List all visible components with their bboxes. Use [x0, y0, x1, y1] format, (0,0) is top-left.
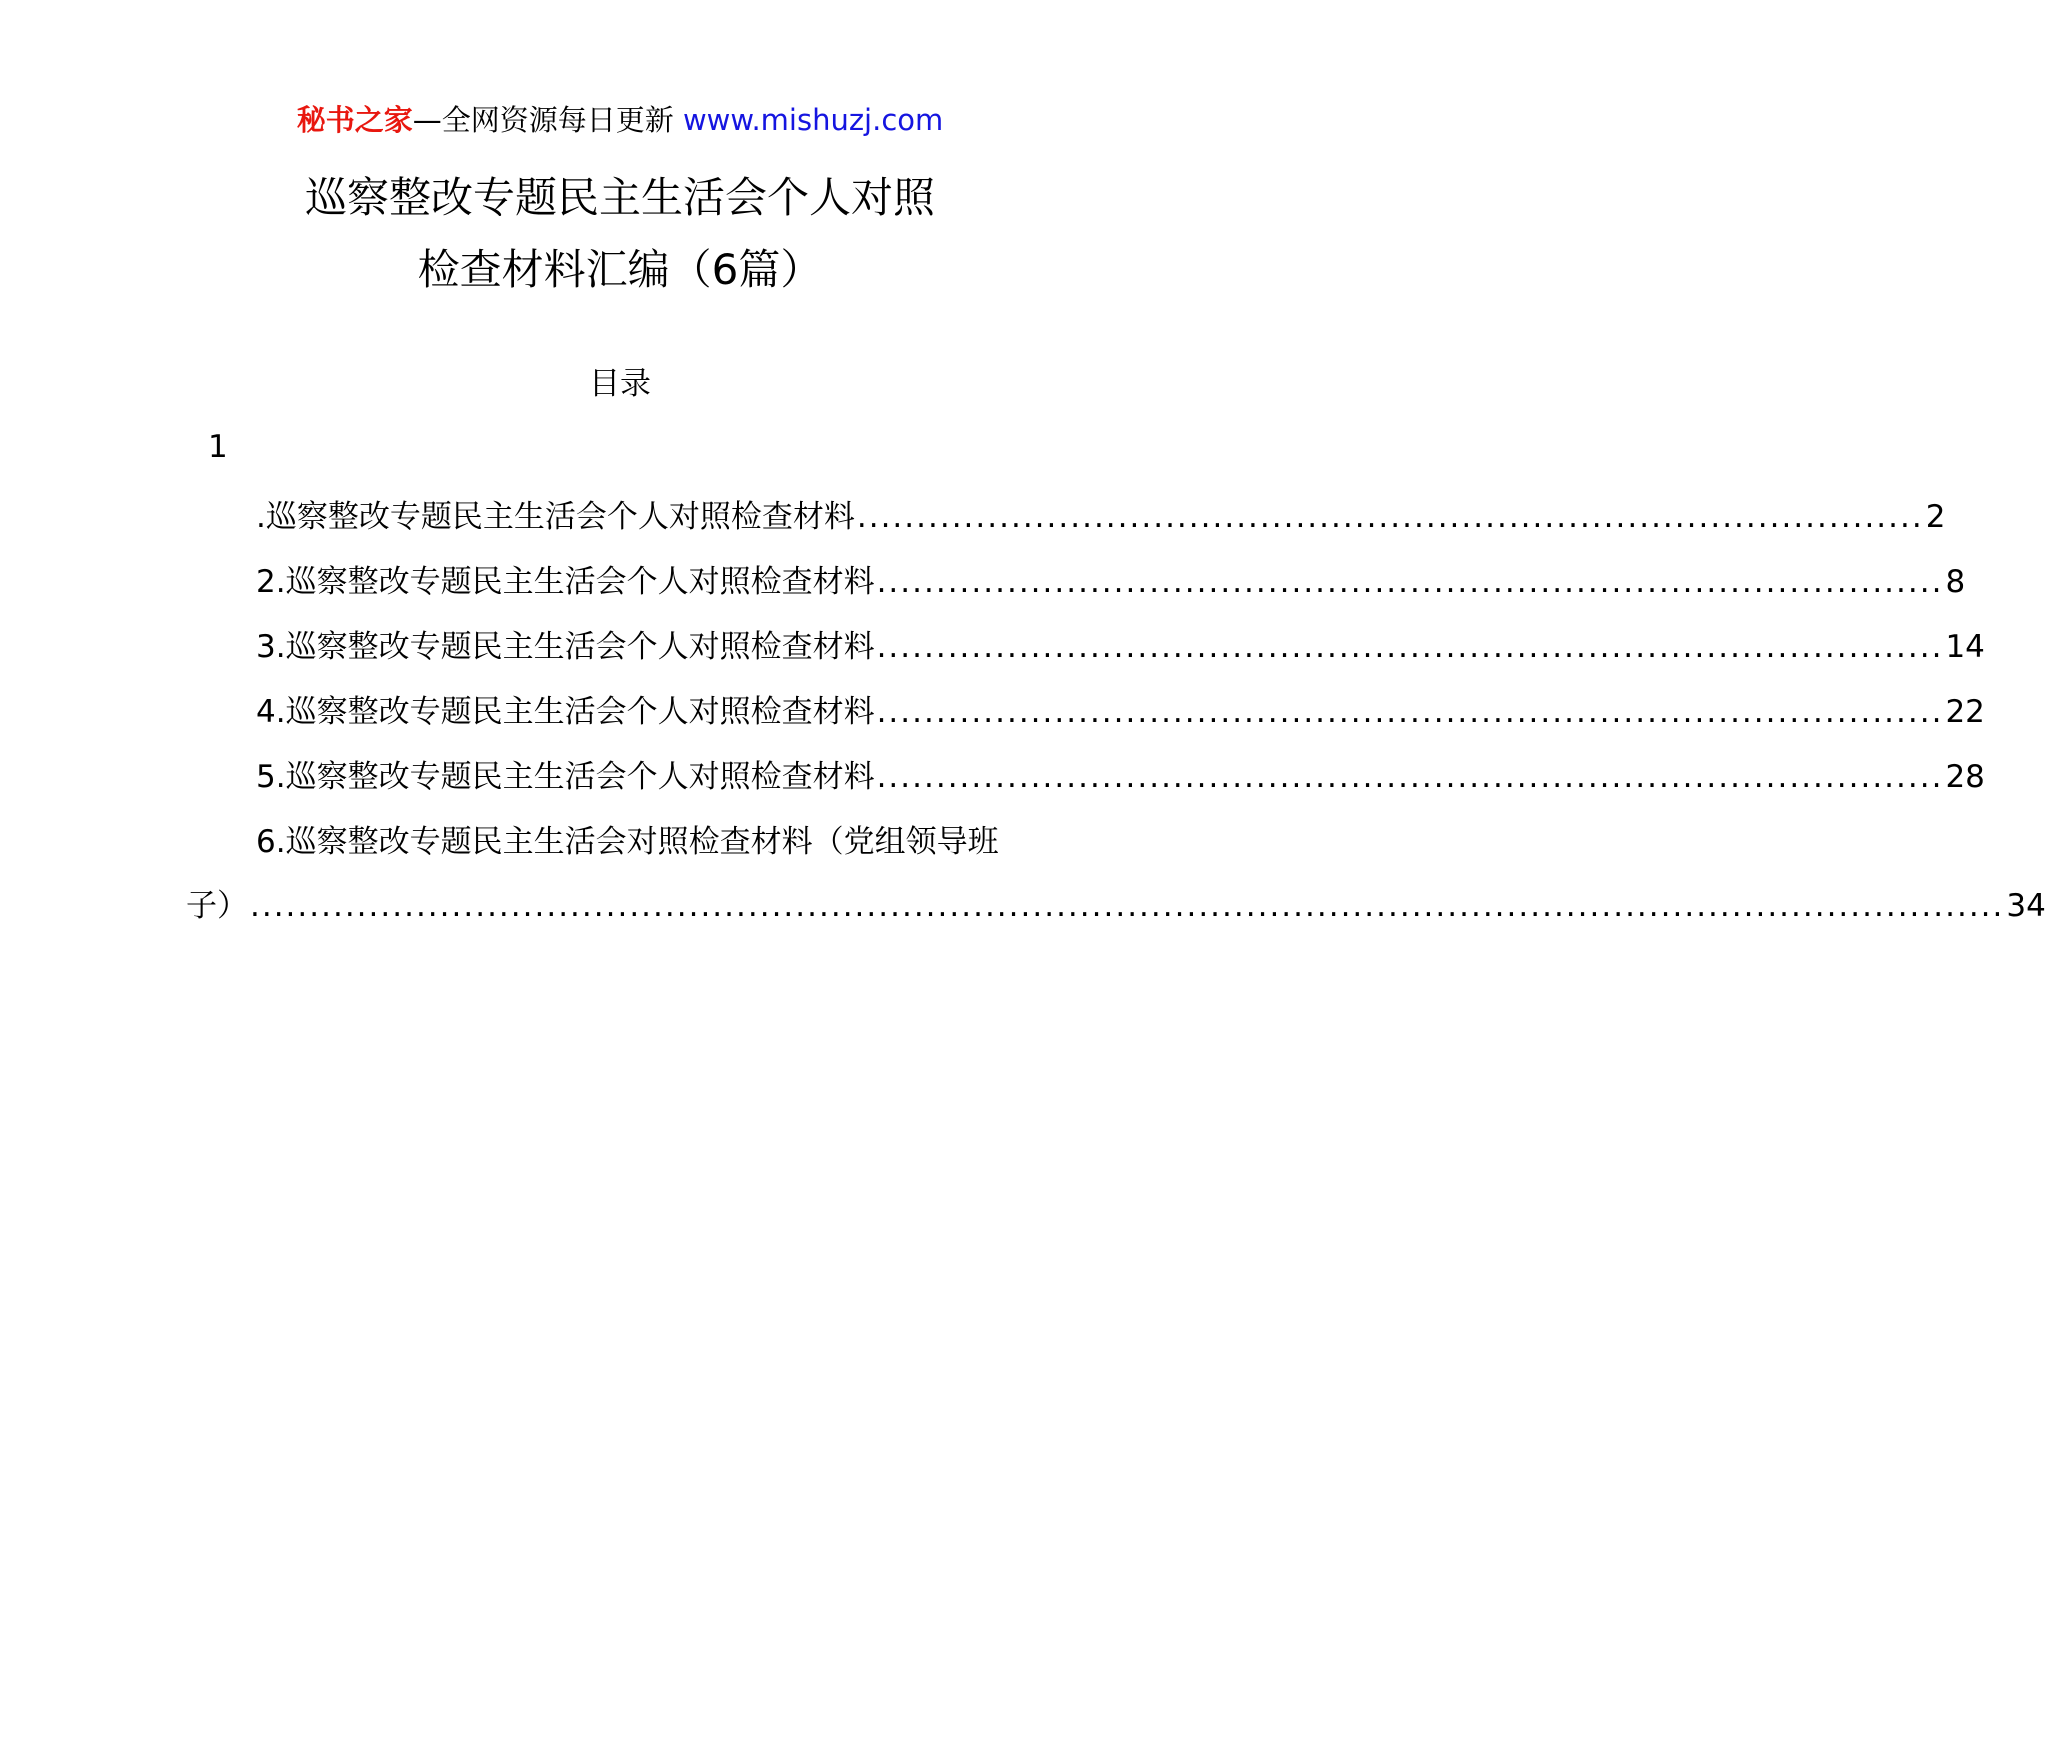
toc-entry-page: 2	[1925, 499, 1946, 535]
toc-entry-text: 5.巡察整改专题民主生活会个人对照检查材料	[256, 759, 875, 795]
toc-heading: 目录	[589, 366, 651, 402]
brand-name: 秘书之家	[296, 103, 413, 137]
toc-dot-leader: ..........................................................................................	[876, 629, 1944, 665]
toc-entry-text: .巡察整改专题民主生活会个人对照检查材料	[256, 499, 855, 535]
toc-entry-5[interactable]	[256, 755, 1985, 799]
toc-dot-leader: ..........................................................................................	[876, 564, 1944, 600]
toc-dot-leader: ..........................................................................................	[876, 694, 1944, 730]
toc-entry-page: 14	[1945, 629, 1985, 665]
toc-entry-second-line	[186, 884, 2046, 928]
document-title-line-1: 巡察整改专题民主生活会个人对照	[304, 173, 935, 222]
toc-entry-text: 3.巡察整改专题民主生活会个人对照检查材料	[256, 629, 875, 665]
site-header	[0, 100, 1240, 140]
document-title-line-2: 检查材料汇编（6篇）	[417, 245, 823, 294]
toc-entry-text-line-1: 6.巡察整改专题民主生活会对照检查材料（党组领导班	[256, 824, 999, 860]
site-url-link[interactable]: www.mishuzj.com	[682, 103, 944, 137]
toc-entry-6[interactable]	[186, 820, 2046, 928]
document-title	[0, 162, 1240, 306]
toc-entry-page: 34	[2006, 888, 2046, 924]
toc-dot-leader: ....................................................................................................................................................	[250, 888, 2005, 924]
toc-entry-page: 8	[1945, 564, 1966, 600]
header-tagline: —全网资源每日更新	[412, 103, 683, 137]
toc-first-number: 1	[208, 429, 228, 465]
toc-entry-1[interactable]	[256, 495, 1946, 539]
toc-dot-leader: ..........................................................................................	[876, 759, 1944, 795]
toc-entry-text: 2.巡察整改专题民主生活会个人对照检查材料	[256, 564, 875, 600]
toc-entry-4[interactable]	[256, 690, 1985, 734]
toc-entry-text-line-2: 子）	[186, 888, 248, 924]
toc-entry-2[interactable]	[256, 560, 1966, 604]
toc-entry-page: 22	[1945, 694, 1985, 730]
toc-entry-text: 4.巡察整改专题民主生活会个人对照检查材料	[256, 694, 875, 730]
toc-entry-page: 28	[1945, 759, 1985, 795]
toc-dot-leader: ..........................................................................................	[856, 499, 1924, 535]
toc-entry-3[interactable]	[256, 625, 1985, 669]
